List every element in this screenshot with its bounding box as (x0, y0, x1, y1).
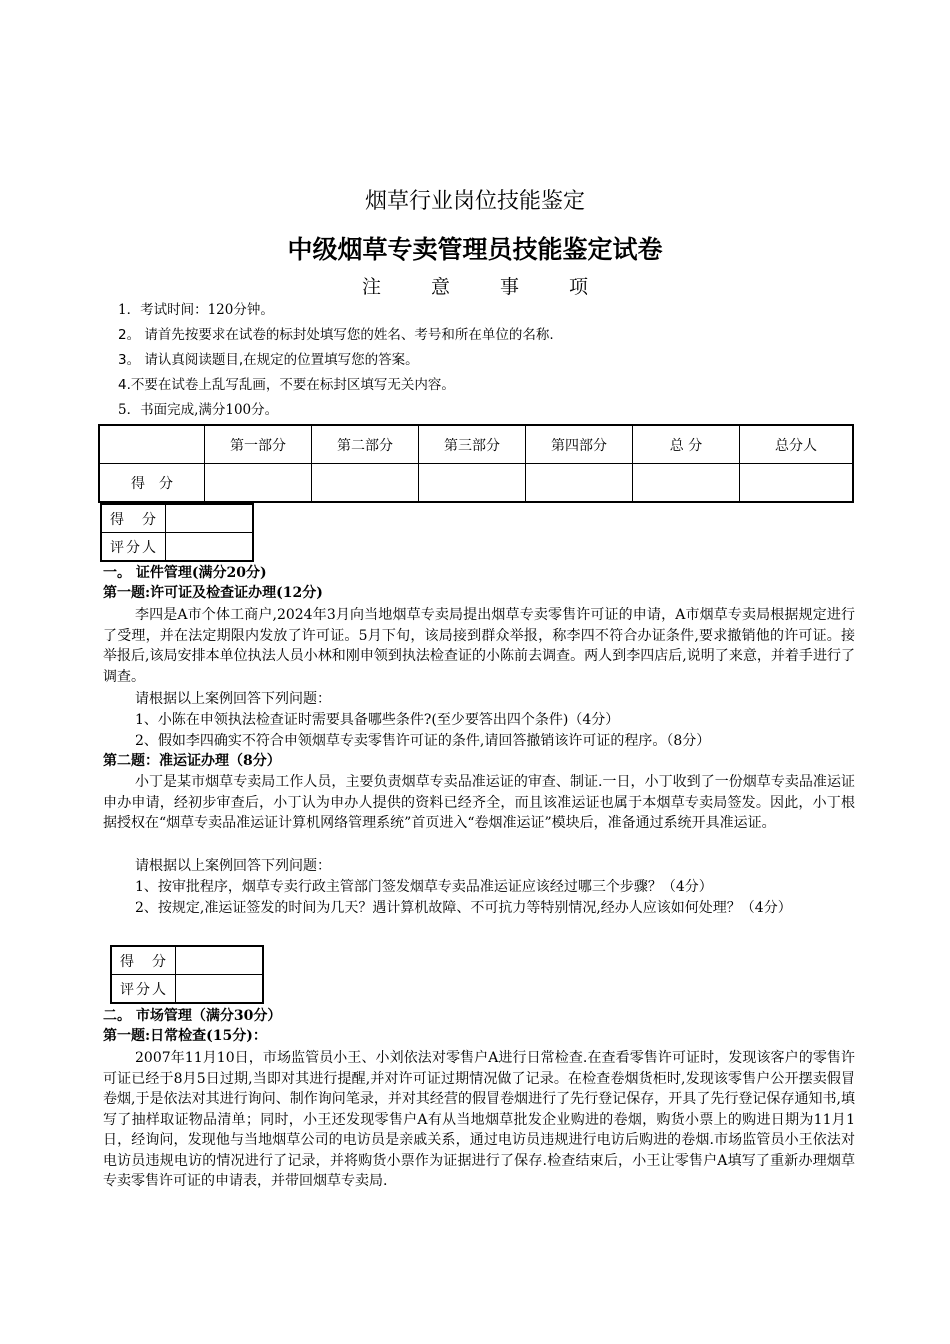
section1-q2-body: 小丁是某市烟草专卖局工作人员，主要负责烟草专卖品准运证的审查、制证.一日，小丁收到了一份烟草专卖品准运证申办申请，经初步审查后，小丁认为申办人提供的资料已经齐全，而且该准运证也属于本烟草专卖局签发。因此，小丁根据授权在“烟草专卖品准运证计算机网络管理系统”首页进入“卷烟准运证”模块后，准备通过系统开具准运证。 (103, 774, 855, 831)
score-table-header: 第二部分 (312, 425, 419, 464)
exam-subtitle: 烟草行业岗位技能鉴定 (364, 189, 585, 214)
grader-name-cell[interactable] (166, 533, 254, 562)
grader-name-cell[interactable] (176, 975, 264, 1004)
score-summary-table (98, 424, 854, 503)
grader-score-label: 得 分 (111, 946, 176, 975)
section1-q1-item-2: 2、假如李四确实不符合申领烟草专卖零售许可证的条件,请回答撤销该许可证的程序。（8分） (135, 733, 711, 749)
section1-heading: 一。 证件管理(满分20分) (103, 565, 267, 581)
grader-score-cell[interactable] (166, 504, 254, 533)
grader-name-label: 评分人 (101, 533, 166, 562)
grader-box-section2 (110, 945, 264, 1004)
notice-item-3: 3。 请认真阅读题目,在规定的位置填写您的答案。 (118, 352, 419, 368)
score-cell[interactable] (633, 464, 740, 503)
score-table-header: 总 分 (633, 425, 740, 464)
notice-item-1: 1．考试时间：120分钟。 (118, 302, 274, 318)
score-cell[interactable] (419, 464, 526, 503)
exam-title: 中级烟草专卖管理员技能鉴定试卷 (287, 235, 663, 264)
section1-q1-body: 李四是A市个体工商户,2024年3月向当地烟草专卖局提出烟草专卖零售许可证的申请，A市烟草专卖局根据规定进行了受理，并在法定期限内发放了许可证。5月下旬，该局接到群众举报，称李四不符合办证条件,要求撤销他的许可证。接举报后,该局安排本单位执法人员小林和刚申领到执法检查证的小陈前去调查。两人到李四店后,说明了来意，并着手进行了调查。 (103, 607, 855, 685)
section2-heading: 二。 市场管理（满分30分） (103, 1008, 282, 1024)
score-table-header: 总分人 (740, 425, 854, 464)
section1-q2-heading: 第二题：准运证办理（8分） (103, 753, 281, 769)
score-cell[interactable] (205, 464, 312, 503)
notice-item-5: 5．书面完成,满分100分。 (118, 402, 279, 418)
score-table-score-row (99, 464, 853, 503)
section2-q1-heading: 第一题:日常检查(15分)： (103, 1028, 267, 1044)
score-row-label: 得 分 (99, 464, 205, 503)
score-cell[interactable] (526, 464, 633, 503)
score-table-header: 第四部分 (526, 425, 633, 464)
score-cell[interactable] (312, 464, 419, 503)
section1-q1-heading: 第一题:许可证及检查证办理(12分) (103, 585, 323, 601)
notice-heading: 注 意 事 项 (361, 276, 611, 298)
grader-box-section1 (100, 503, 254, 562)
section1-q2-item-1: 1、按审批程序，烟草专卖行政主管部门签发烟草专卖品准运证应该经过哪三个步骤？（4分） (135, 879, 713, 895)
section1-q1-item-1: 1、小陈在申领执法检查证时需要具备哪些条件?(至少要答出四个条件)（4分） (135, 712, 620, 728)
section1-q2-prompt: 请根据以上案例回答下列问题： (135, 858, 331, 874)
section1-q2-item-2: 2、按规定,准运证签发的时间为几天？遇计算机故障、不可抗力等特别情况,经办人应该如何处理？（4分） (135, 900, 792, 916)
score-table-header-row (99, 425, 853, 464)
score-table-corner-cell (99, 425, 205, 464)
section1-q1-prompt: 请根据以上案例回答下列问题： (135, 691, 331, 707)
grader-score-cell[interactable] (176, 946, 264, 975)
score-cell[interactable] (740, 464, 854, 503)
section2-q1-body: 2007年11月10日，市场监管员小王、小刘依法对零售户A进行日常检查.在查看零售许可证时，发现该客户的零售许可证已经于8月5日过期,当即对其进行提醒,并对许可证过期情况做了记录。在检查卷烟货柜时,发现该零售户公开摆卖假冒卷烟,于是依法对其进行询问、制作询问笔录，并对其经营的假冒卷烟进行了先行登记保存，开具了先行登记保存通知书,填写了抽样取证物品清单；同时，小王还发现零售户A有从当地烟草批发企业购进的卷烟，购货小票上的购进日期为11月1日，经询问，发现他与当地烟草公司的电访员是亲戚关系，通过电访员违规进行电访后购进的卷烟.市场监管员小王依法对电访员违规电访的情况进行了记录，并将购货小票作为证据进行了保存.检查结束后，小王让零售户A填写了重新办理烟草专卖零售许可证的申请表，并带回烟草专卖局. (103, 1050, 855, 1189)
grader-name-label: 评分人 (111, 975, 176, 1004)
score-table-header: 第三部分 (419, 425, 526, 464)
notice-item-4: 4.不要在试卷上乱写乱画，不要在标封区填写无关内容。 (118, 377, 455, 393)
grader-score-label: 得 分 (101, 504, 166, 533)
notice-item-2: 2。 请首先按要求在试卷的标封处填写您的姓名、考号和所在单位的名称. (118, 327, 554, 343)
score-table-header: 第一部分 (205, 425, 312, 464)
